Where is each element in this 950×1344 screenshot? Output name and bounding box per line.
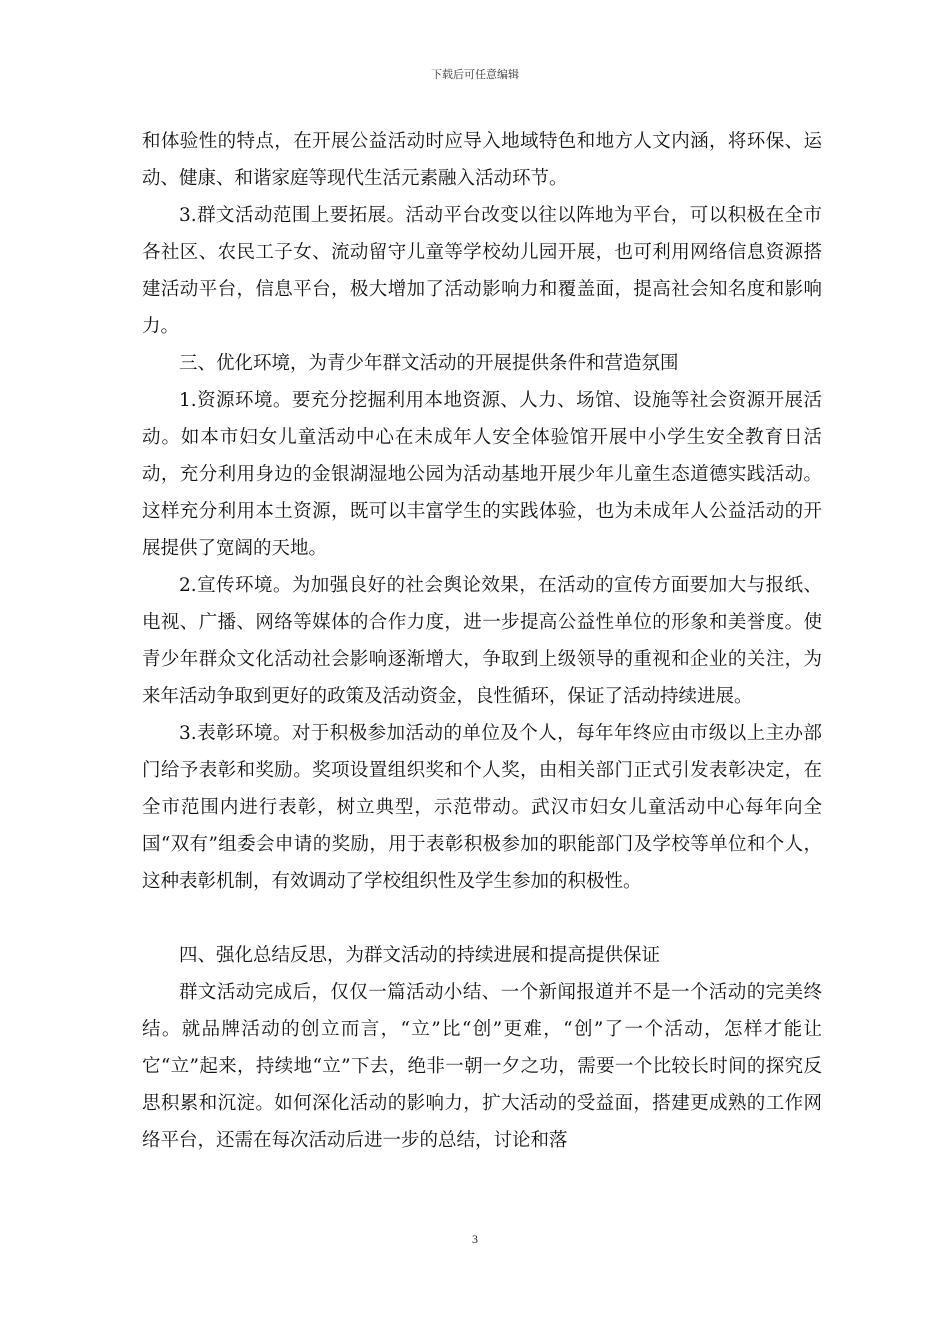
section-heading-4: 四、强化总结反思，为群文活动的持续进展和提高提供保证 (179, 945, 661, 966)
paragraph-summary-reflection: 群文活动完成后，仅仅一篇活动小结、一个新闻报道并不是一个活动的完美终结。就品牌活动的创立而言，“立”比“创”更难，“创”了一个活动，怎样才能让它“立”起来，持续地“立”下去，绝非一朝一夕之功，需要一个比较长时间的探究反思积累和沉淀。如何深化活动的影响力，扩大活动的受益面，搭建更成熟的工作网络平台，还需在每次活动后进一步的总结，讨论和落 (142, 982, 822, 1151)
section-heading-3: 三、优化环境，为青少年群文活动的开展提供条件和营造氛围 (179, 353, 679, 374)
paragraph-continuation: 和体验性的特点，在开展公益活动时应导入地域特色和地方人文内涵，将环保、运动、健康、和谐家庭等现代生活元素融入活动环节。 (142, 131, 822, 189)
page-header: 下载后可任意编辑 (431, 68, 519, 81)
paragraph-resource-environment: 1.资源环境。要充分挖掘利用本地资源、人力、场馆、设施等社会资源开展活动。如本市妇女儿童活动中心在未成年人安全体验馆开展中小学生安全教育日活动，充分利用身边的金银湖湿地公园为活动基地开展少年儿童生态道德实践活动。这样充分利用本土资源，既可以丰富学生的实践体验，也为未成年人公益活动的开展提供了宽阔的天地。 (142, 390, 822, 559)
page-number: 3 (472, 1232, 478, 1246)
body-text (142, 123, 822, 1159)
paragraph-publicity-environment: 2.宣传环境。为加强良好的社会舆论效果，在活动的宣传方面要加大与报纸、电视、广播、网络等媒体的合作力度，进一步提高公益性单位的形象和美誉度。使青少年群众文化活动社会影响逐渐增大，争取到上级领导的重视和企业的关注，为来年活动争取到更好的政策及活动资金，良性循环，保证了活动持续进展。 (142, 575, 822, 707)
paragraph-commendation-environment: 3.表彰环境。对于积极参加活动的单位及个人，每年年终应由市级以上主办部门给予表彰和奖励。奖项设置组织奖和个人奖，由相关部门正式引发表彰决定，在全市范围内进行表彰，树立典型，示范带动。武汉市妇女儿童活动中心每年向全国“双有”组委会申请的奖励，用于表彰积极参加的职能部门及学校等单位和个人，这种表彰机制，有效调动了学校组织性及学生参加的积极性。 (142, 723, 822, 892)
paragraph-range-expansion: 3.群文活动范围上要拓展。活动平台改变以往以阵地为平台，可以积极在全市各社区、农民工子女、流动留守儿童等学校幼儿园开展，也可利用网络信息资源搭建活动平台，信息平台，极大增加了活动影响力和覆盖面，提高社会知名度和影响力。 (142, 205, 822, 337)
